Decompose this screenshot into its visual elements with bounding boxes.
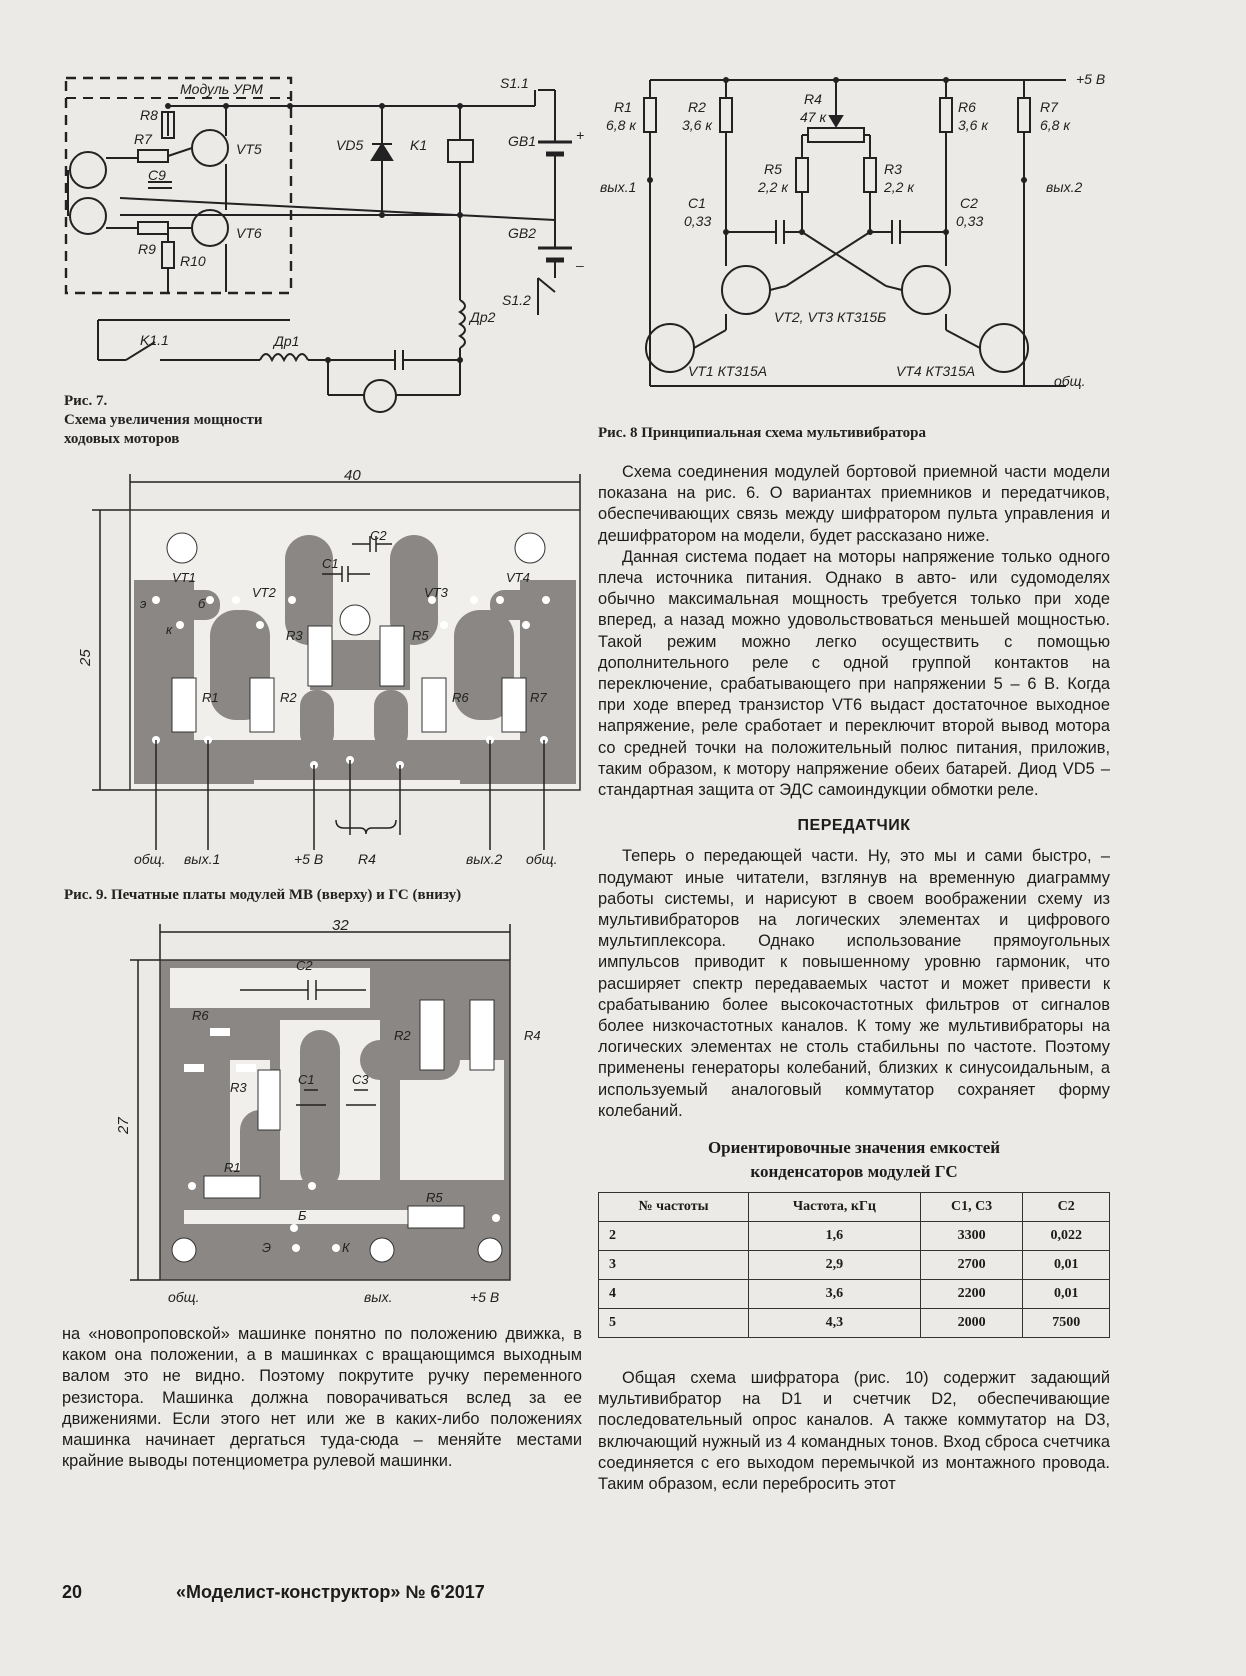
mv-vt1-label: VT1 <box>172 570 196 585</box>
fig7-r7-label: R7 <box>134 131 152 147</box>
mv-r5-label: R5 <box>412 628 429 643</box>
fig7-vd5-label: VD5 <box>336 137 364 153</box>
fig8-r5-label: R5 <box>764 161 782 177</box>
fig8-gnd-label: общ. <box>1054 373 1086 389</box>
fig7-plus-label: + <box>576 127 585 143</box>
gs-bottom-out: вых. <box>364 1289 393 1305</box>
gs-r4-label: R4 <box>524 1028 541 1043</box>
fig8-caption: Рис. 8 Принципиальная схема мультивибратора <box>598 425 927 441</box>
gs-height-label: 27 <box>115 1117 132 1134</box>
fig7-r8-label: R8 <box>140 107 158 123</box>
fig7-vt5-label: VT5 <box>236 141 262 157</box>
fig7-module-label: Модуль УРМ <box>180 81 263 97</box>
gs-r6-label: R6 <box>192 1008 209 1023</box>
fig7-dr2-label: Др2 <box>470 309 496 325</box>
table-cell: 1,6 <box>749 1222 921 1251</box>
table-cell: 2,9 <box>749 1251 921 1280</box>
fig8-vt23-label: VT2, VT3 КТ315Б <box>774 309 887 325</box>
gs-width-label: 32 <box>332 917 349 934</box>
fig8-r3-label: R3 <box>884 161 902 177</box>
gs-bottom-gnd: общ. <box>168 1289 200 1305</box>
fig8-r1-value: 6,8 к <box>606 117 636 133</box>
table-header: C2 <box>1023 1193 1110 1222</box>
capacitor-table <box>598 1192 1110 1338</box>
mv-height-label: 25 <box>77 649 94 666</box>
gs-c1-label: C1 <box>298 1072 315 1087</box>
mv-pad-e-label: э <box>140 596 147 611</box>
fig7-caption-line: Рис. 7. <box>64 393 108 409</box>
mv-r7-label: R7 <box>530 690 547 705</box>
fig8-r4-label: R4 <box>804 91 822 107</box>
table-row <box>599 1309 1110 1338</box>
fig7-r9-label: R9 <box>138 241 156 257</box>
gs-pad-b-label: Б <box>298 1208 307 1223</box>
right-paragraph-2: Данная система подает на моторы напряжение только одного плеча источника питания. Однако в авто- или судомоделях обычно максимальная мощность требуется только при ходе вперед, а назад можно удовольствоваться меньшей мощностью. Такой режим можно легко осуществить с помощью дополнительного реле с одной группой контактов на переключение, срабатывающего при напряжении 5 – 6 В. Когда при ходе вперед транзистор VT6 выдаст достаточное выходное напряжение, реле сработает и переключит второй вывод мотора со средней точки на положительный полюс питания, приложив, таким образом, к мотору напряжение обеих батарей. Диод VD5 – стандартная защита от ЭДС самоиндукции обмотки реле. <box>598 547 1110 800</box>
right-column-text <box>598 462 1110 1122</box>
fig8-r5-value: 2,2 к <box>758 179 788 195</box>
fig8-r1-label: R1 <box>614 99 632 115</box>
right-paragraph-4: Общая схема шифратора (рис. 10) содержит задающий мультивибратор на D1 и счетчик D2, обеспечивающие последовательный опрос каналов. А также коммутатор на D3, включающий нужный из 4 командных тонов. Вход сброса счетчика соединяется с его выходом перемычкой из монтажного провода. Таким образом, если перебросить этот <box>598 1369 1110 1494</box>
table-cell: 2200 <box>920 1280 1023 1309</box>
fig8-schematic <box>596 70 1126 410</box>
fig7-c9-label: C9 <box>148 167 166 183</box>
mv-bottom-out1: вых.1 <box>184 851 221 867</box>
fig7-s11-label: S1.1 <box>500 75 529 91</box>
gs-r1-label: R1 <box>224 1160 241 1175</box>
mv-r1-label: R1 <box>202 690 219 705</box>
fig8-r7-label: R7 <box>1040 99 1058 115</box>
fig7-caption-line: Схема увеличения мощности <box>64 412 263 428</box>
table-title <box>598 1136 1110 1184</box>
table-header: Частота, кГц <box>749 1193 921 1222</box>
magazine-title: «Моделист-конструктор» № 6'2017 <box>176 1582 485 1602</box>
table-cell: 3300 <box>920 1222 1023 1251</box>
table-header: № частоты <box>599 1193 749 1222</box>
gs-c2-label: C2 <box>296 958 313 973</box>
fig7-s12-label: S1.2 <box>502 292 531 308</box>
section-heading: ПЕРЕДАТЧИК <box>797 817 911 835</box>
table-cell: 2 <box>599 1222 749 1251</box>
gs-r2-label: R2 <box>394 1028 411 1043</box>
left-column-text <box>62 1324 582 1472</box>
gs-pad-e-label: Э <box>262 1240 272 1255</box>
mv-pad-b-label: б <box>198 596 206 611</box>
fig8-c2-label: C2 <box>960 195 978 211</box>
fig7-minus-label: – <box>576 257 584 273</box>
fig8-c1-value: 0,33 <box>684 213 712 229</box>
fig7-vt6-label: VT6 <box>236 225 262 241</box>
mv-r3-label: R3 <box>286 628 303 643</box>
fig9-gs-board <box>100 910 560 1310</box>
table-cell: 5 <box>599 1309 749 1338</box>
left-paragraph: на «новопроповской» машинке понятно по положению движка, в каком она положении, а в машинках с вращающимся выходным валом это не видно. Поэтому покрутите ручку переменного резистора. Машинка должна поворачиваться вслед за ее движениями. Если этого нет или же в каких-либо положениях машинка начинает дергаться туда-сюда – меняйте местами крайние выводы потенциометра рулевой машинки. <box>62 1325 582 1471</box>
fig7-r10-label: R10 <box>180 253 206 269</box>
fig7-k1-label: K1 <box>410 137 428 153</box>
mv-vt4-label: VT4 <box>506 570 530 585</box>
fig8-vcc-label: +5 В <box>1076 71 1106 87</box>
fig7-schematic <box>60 70 620 420</box>
fig9-caption: Рис. 9. Печатные платы модулей МВ (вверху) и ГС (внизу) <box>64 887 462 903</box>
fig9-mv-board <box>60 460 600 880</box>
fig7-k11-label: K1.1 <box>140 332 169 348</box>
mv-c1-label: C1 <box>322 556 339 571</box>
fig7-gb1-label: GB1 <box>508 133 537 149</box>
right-paragraph-3: Теперь о передающей части. Ну, это мы и сами быстро, – подумают иные читатели, взглянув на временную диаграмму работы системы, и нарисуют в своем воображении схему из мультивибраторов на логических элементах и цифрового мультиплексора. Однако использование прямоугольных импульсов приводит к повышенному уровню гармоник, что расширяет спектр передаваемых частот и может привести к срабатыванию более высокочастотных фильтров от сигналов более низкочастотных каналов. К тому же мультивибраторы на логических элементах не столь стабильны по частоте. Поэтому применены генераторы колебаний, близких к синусоидальным, а используемый аналоговый коммутатор сохраняет форму колебаний. <box>598 847 1110 1120</box>
mv-pad-k-label: к <box>166 622 173 637</box>
fig8-r7-value: 6,8 к <box>1040 117 1070 133</box>
gs-r3-label: R3 <box>230 1080 247 1095</box>
fig8-r3-value: 2,2 к <box>884 179 914 195</box>
page-number: 20 <box>62 1582 83 1602</box>
table-cell: 0,01 <box>1023 1251 1110 1280</box>
mv-bottom-r4: R4 <box>358 851 376 867</box>
table-cell: 0,01 <box>1023 1280 1110 1309</box>
mv-bottom-out2: вых.2 <box>466 851 503 867</box>
table-cell: 3 <box>599 1251 749 1280</box>
fig7-caption <box>64 392 324 449</box>
gs-c3-label: C3 <box>352 1072 369 1087</box>
gs-bottom-vcc: +5 В <box>470 1289 500 1305</box>
table-header-row <box>599 1193 1110 1222</box>
table-title-line: конденсаторов модулей ГС <box>750 1162 958 1181</box>
table-row <box>599 1222 1110 1251</box>
fig8-c2-value: 0,33 <box>956 213 984 229</box>
gs-r5-label: R5 <box>426 1190 443 1205</box>
fig8-r2-value: 3,6 к <box>682 117 712 133</box>
right-column-bottom-text <box>598 1368 1110 1495</box>
table-cell: 2700 <box>920 1251 1023 1280</box>
mv-vt2-label: VT2 <box>252 585 276 600</box>
mv-width-label: 40 <box>344 467 361 484</box>
fig8-out2-label: вых.2 <box>1046 179 1083 195</box>
mv-bottom-gnd-right: общ. <box>526 851 558 867</box>
mv-bottom-vcc: +5 В <box>294 851 324 867</box>
fig8-vt1-label: VT1 КТ315А <box>688 363 768 379</box>
mv-r6-label: R6 <box>452 690 469 705</box>
table-cell: 2000 <box>920 1309 1023 1338</box>
table-title-line: Ориентировочные значения емкостей <box>707 1138 1001 1157</box>
right-paragraph-1: Схема соединения модулей бортовой приемной части модели показана на рис. 6. О вариантах приемников и передатчиков, обеспечивающих связь между шифратором пульта управления и дешифратором на модели, будет рассказано ниже. <box>598 463 1110 545</box>
table-cell: 3,6 <box>749 1280 921 1309</box>
mv-bottom-gnd-left: общ. <box>134 851 166 867</box>
fig7-caption-line: ходовых моторов <box>64 431 180 447</box>
fig8-r6-label: R6 <box>958 99 976 115</box>
table-cell: 7500 <box>1023 1309 1110 1338</box>
table-header: C1, C3 <box>920 1193 1023 1222</box>
mv-c2-label: C2 <box>370 528 387 543</box>
fig8-vt4-label: VT4 КТ315А <box>896 363 976 379</box>
gs-pad-k-label: К <box>342 1240 350 1255</box>
mv-r2-label: R2 <box>280 690 297 705</box>
fig8-out1-label: вых.1 <box>600 179 637 195</box>
fig7-dr1-label: Др1 <box>274 333 300 349</box>
capacitor-table-block <box>598 1136 1110 1338</box>
mv-vt3-label: VT3 <box>424 585 448 600</box>
table-cell: 4 <box>599 1280 749 1309</box>
table-row <box>599 1251 1110 1280</box>
table-cell: 4,3 <box>749 1309 921 1338</box>
fig8-r4-value: 47 к <box>800 109 827 125</box>
fig8-c1-label: C1 <box>688 195 706 211</box>
fig8-r2-label: R2 <box>688 99 706 115</box>
fig8-r6-value: 3,6 к <box>958 117 988 133</box>
table-cell: 0,022 <box>1023 1222 1110 1251</box>
table-row <box>599 1280 1110 1309</box>
fig7-gb2-label: GB2 <box>508 225 537 241</box>
